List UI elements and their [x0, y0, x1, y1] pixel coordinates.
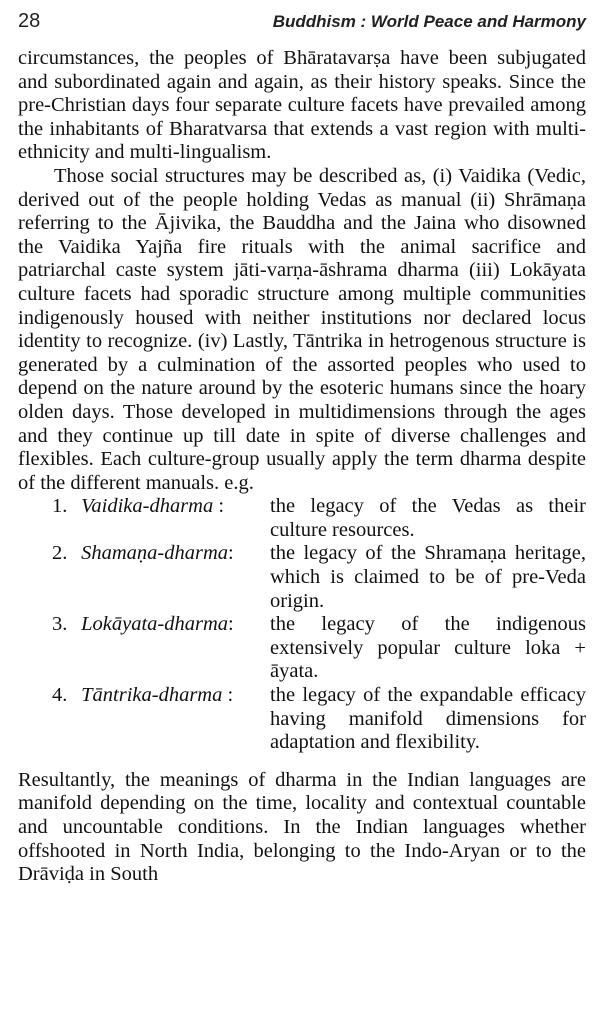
list-item-number: 4.: [52, 684, 68, 707]
list-item: [18, 542, 586, 613]
paragraph-gap: [18, 755, 586, 769]
list-item-description: the legacy of the expandable efficacy having manifold dimensions for adaptation and flexibility.: [270, 684, 586, 754]
list-item-name: Shamaṇa-dharma: [81, 542, 229, 565]
page-header: [18, 10, 586, 33]
list-item: [18, 613, 586, 684]
list-item-name: Vaidika-dharma: [81, 495, 214, 518]
paragraph-1: circumstances, the peoples of Bhāratavarṣa have been subjugated and subordinated again and again, as their history speaks. Since the pre-Christian days four separate culture facets have prevailed among the inhabitants of Bharatvarsa that extends a vast region with multi-ethnicity and multi-lingualism.: [18, 47, 586, 164]
page-number: 28: [18, 10, 41, 32]
list-item-description: the legacy of the Vedas as their culture resources.: [270, 495, 586, 541]
list-item-term: [18, 495, 270, 542]
paragraph-3: Resultantly, the meanings of dharma in the Indian languages are manifold depending on the time, locality and contextual countable and uncountable conditions. In the Indian languages whether offshooted in North India, belonging to the Indo-Aryan or to the Drāviḍa in South: [18, 768, 586, 886]
list-item-name: Tāntrika-dharma: [81, 684, 223, 707]
list-item-term: [18, 684, 270, 755]
list-item-number: 2.: [52, 542, 68, 565]
list-item-separator: :: [213, 495, 225, 518]
paragraph-2: Those social structures may be described as, (i) Vaidika (Vedic, derived out of the people holding Vedas as manual (ii) Shrāmaṇa referring to the Ājivika, the Bauddha and the Jaina who disowned the Vaidika Yajña fire rituals with the animal sacrifice and patriarchal caste system jāti-varṇa-āshrama dharma (iii) Lokāyata culture facets had sporadic structure among multiple communities indigenously housed with neither institutions nor declared locus identity to recognize. (iv) Lastly, Tāntrika in hetrogenous structure is generated by a culmination of the assorted peoples who used to depend on the nature around by the esoteric humans since the hoary olden days. Those developed in multidimensions through the ages and they continue up till date in spite of diverse challenges and flexibles. Each culture-group usually apply the term dharma despite of the different manuals. e.g.: [18, 164, 586, 494]
list-item-separator: :: [228, 613, 234, 636]
list-item: [18, 495, 586, 542]
list-item-description: the legacy of the Shramaṇa heritage, which is claimed to be of pre-Veda origin.: [270, 542, 586, 612]
list-item: [18, 684, 586, 755]
dharma-list: [18, 495, 586, 755]
list-item-separator: :: [228, 542, 234, 565]
list-item-name: Lokāyata-dharma: [81, 613, 229, 636]
list-item-number: 3.: [52, 613, 68, 636]
list-item-separator: :: [222, 684, 234, 707]
book-page: [18, 10, 586, 887]
running-title: Buddhism : World Peace and Harmony: [272, 12, 586, 31]
list-item-description: the legacy of the indigenous extensively popular culture loka + āyata.: [270, 613, 586, 683]
list-item-term: [18, 613, 270, 684]
list-item-number: 1.: [52, 495, 68, 518]
list-item-term: [18, 542, 270, 613]
